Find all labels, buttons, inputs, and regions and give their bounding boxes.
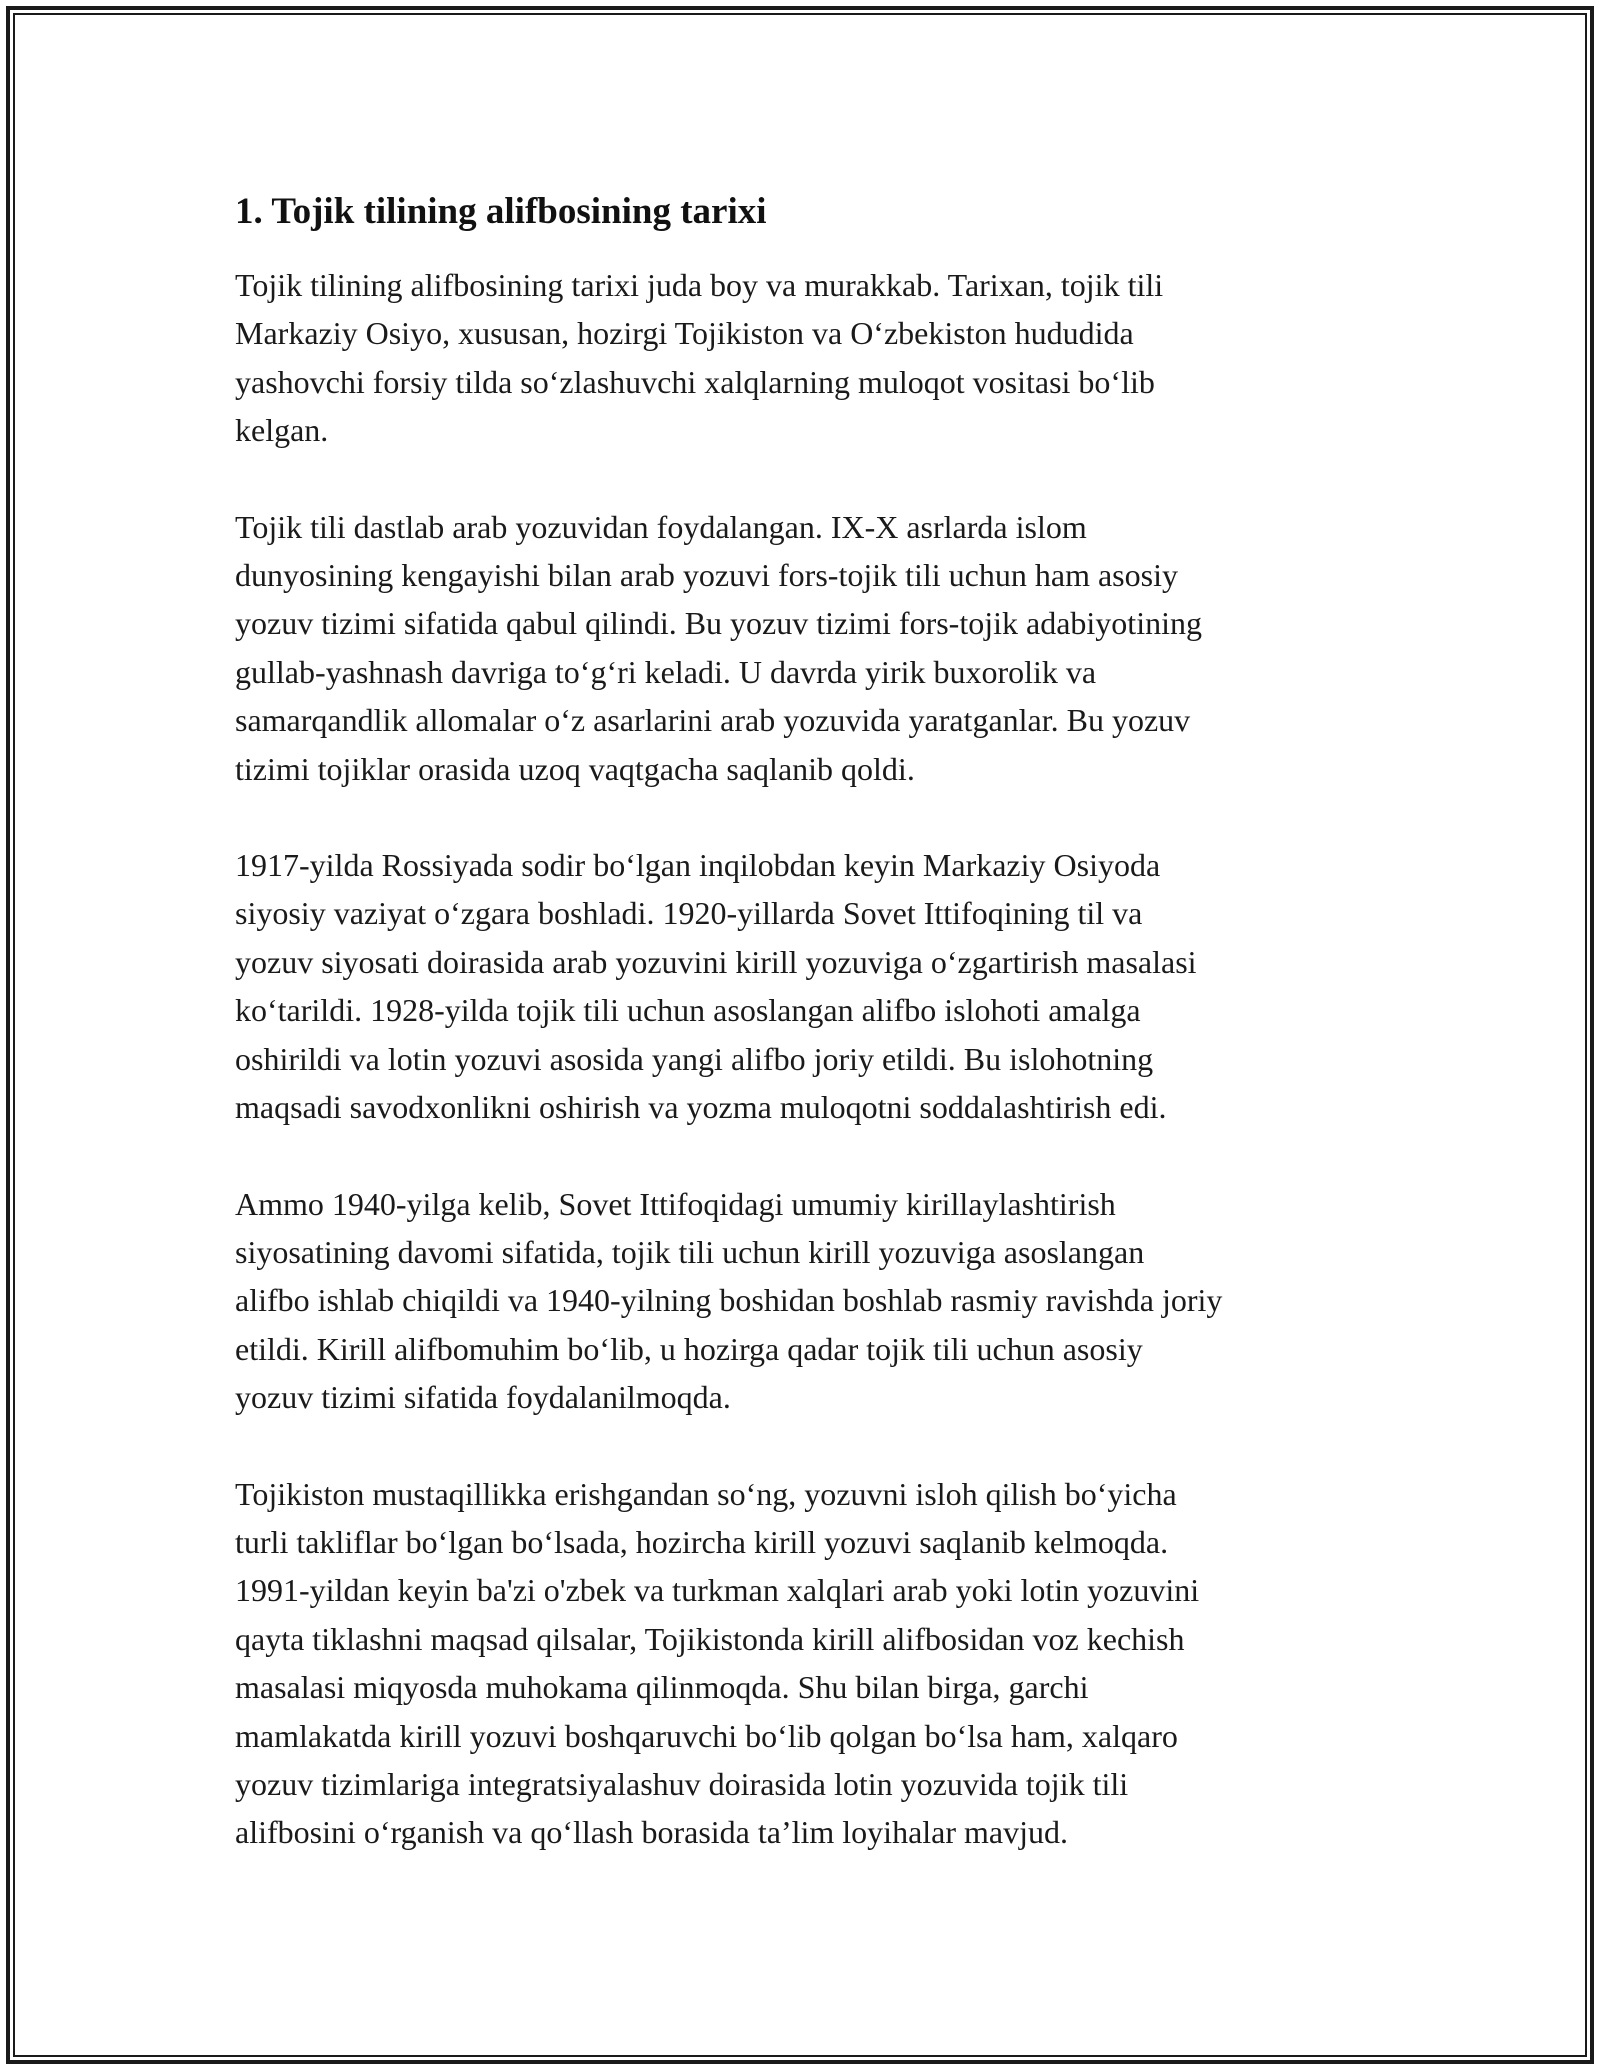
- paragraph-line: samarqandlik allomalar oʻz asarlarini arab yozuvida yaratganlar. Bu yozuv: [235, 702, 1191, 739]
- section-heading: 1. Tojik tilining alifbosining tarixi: [235, 191, 767, 232]
- paragraph-line: mamlakatda kirill yozuvi boshqaruvchi boʻlib qolgan boʻlsa ham, xalqaro: [235, 1717, 1178, 1754]
- paragraph-line: tizimi tojiklar orasida uzoq vaqtgacha saqlanib qoldi.: [235, 750, 915, 787]
- paragraph-line: yozuv siyosati doirasida arab yozuvini kirill yozuviga oʻzgartirish masalasi: [235, 943, 1197, 980]
- document-body: [235, 186, 1375, 1905]
- paragraph-line: yashovchi forsiy tilda soʻzlashuvchi xalqlarning muloqot vositasi boʻlib: [235, 363, 1155, 400]
- paragraph-list: [235, 261, 1375, 1857]
- paragraph-line: yozuv tizimlariga integratsiyalashuv doirasida lotin yozuvida tojik tili: [235, 1765, 1129, 1802]
- paragraph-line: 1991-yildan keyin ba'zi o'zbek va turkman xalqlari arab yoki lotin yozuvini: [235, 1572, 1200, 1609]
- paragraph-line: yozuv tizimi sifatida foydalanilmoqda.: [235, 1379, 731, 1416]
- paragraph-line: oshirildi va lotin yozuvi asosida yangi alifbo joriy etildi. Bu islohotning: [235, 1040, 1154, 1077]
- paragraph-line: maqsadi savodxonlikni oshirish va yozma muloqotni soddalashtirish edi.: [235, 1089, 1167, 1126]
- paragraph-5: [235, 1470, 1375, 1857]
- paragraph-line: alifbo ishlab chiqildi va 1940-yilning boshidan boshlab rasmiy ravishda joriy: [235, 1282, 1223, 1319]
- paragraph-line: gullab-yashnash davriga toʻgʻri keladi. U davrda yirik buxorolik va: [235, 653, 1097, 690]
- paragraph-line: Markaziy Osiyo, xususan, hozirgi Tojikiston va Oʻzbekiston hududida: [235, 315, 1134, 352]
- paragraph-line: qayta tiklashni maqsad qilsalar, Tojikistonda kirill alifbosidan voz kechish: [235, 1620, 1185, 1657]
- paragraph-line: yozuv tizimi sifatida qabul qilindi. Bu yozuv tizimi fors-tojik adabiyotining: [235, 605, 1202, 642]
- paragraph-line: etildi. Kirill alifbomuhim boʻlib, u hozirga qadar tojik tili uchun asosiy: [235, 1330, 1143, 1367]
- paragraph-line: masalasi miqyosda muhokama qilinmoqda. Shu bilan birga, garchi: [235, 1669, 1089, 1706]
- paragraph-line: Tojik tilining alifbosining tarixi juda boy va murakkab. Tarixan, tojik tili: [235, 267, 1164, 303]
- paragraph-line: dunyosining kengayishi bilan arab yozuvi fors-tojik tili uchun ham asosiy: [235, 557, 1178, 594]
- paragraph-line: Tojik tili dastlab arab yozuvidan foydalangan. IX-X asrlarda islom: [235, 508, 1087, 545]
- paragraph-line: Ammo 1940-yilga kelib, Sovet Ittifoqidagi umumiy kirillaylashtirish: [235, 1185, 1116, 1222]
- paragraph-line: kelgan.: [235, 412, 329, 449]
- paragraph-line: siyosatining davomi sifatida, tojik tili uchun kirill yozuviga asoslangan: [235, 1233, 1145, 1270]
- paragraph-line: koʻtarildi. 1928-yilda tojik tili uchun asoslangan alifbo islohoti amalga: [235, 992, 1141, 1029]
- paragraph-line: Tojikiston mustaqillikka erishgandan soʻng, yozuvni isloh qilish boʻyicha: [235, 1475, 1177, 1512]
- paragraph-2: [235, 503, 1375, 793]
- paragraph-1: [235, 261, 1375, 455]
- paragraph-4: [235, 1180, 1375, 1422]
- paragraph-3: [235, 841, 1375, 1131]
- paragraph-line: 1917-yilda Rossiyada sodir boʻlgan inqilobdan keyin Markaziy Osiyoda: [235, 847, 1161, 884]
- paragraph-line: turli takliflar boʻlgan boʻlsada, hozircha kirill yozuvi saqlanib kelmoqda.: [235, 1523, 1169, 1560]
- paragraph-line: siyosiy vaziyat oʻzgara boshladi. 1920-yillarda Sovet Ittifoqining til va: [235, 895, 1143, 932]
- paragraph-line: alifbosini oʻrganish va qoʻllash borasida taʼlim loyihalar mavjud.: [235, 1814, 1068, 1851]
